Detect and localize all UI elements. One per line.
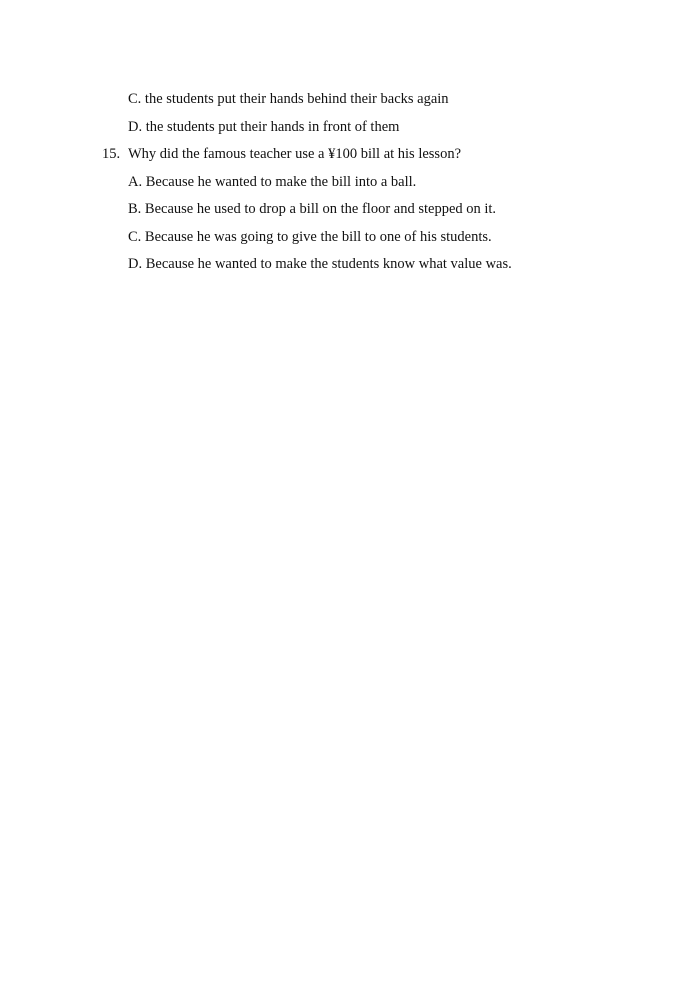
question-number: 15. — [102, 146, 121, 162]
option-a: A. Because he wanted to make the bill into a ball. — [128, 174, 417, 190]
question-text: Why did the famous teacher use a ¥100 bill at his lesson? — [128, 146, 462, 162]
option-c-prev: C. the students put their hands behind their backs again — [128, 91, 449, 107]
option-d-prev: D. the students put their hands in front of them — [128, 119, 400, 135]
option-b: B. Because he used to drop a bill on the floor and stepped on it. — [128, 201, 497, 217]
option-d: D. Because he wanted to make the students know what value was. — [128, 256, 512, 272]
option-c: C. Because he was going to give the bill to one of his students. — [128, 229, 492, 245]
question-15 — [102, 145, 461, 163]
